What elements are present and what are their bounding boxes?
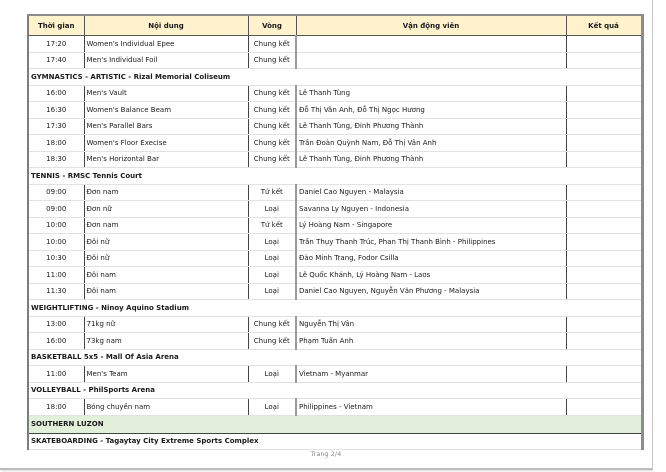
section-title: GYMNASTICS - ARTISTIC - Rizal Memorial Coliseum bbox=[28, 69, 642, 86]
cell-event: Đơn nam bbox=[84, 217, 248, 234]
cell-result bbox=[566, 201, 642, 218]
table-row bbox=[28, 399, 642, 416]
page-number: Trang 2/4 bbox=[310, 450, 342, 458]
cell-athletes: Trần Đoàn Quỳnh Nam, Đỗ Thị Vân Anh bbox=[296, 135, 566, 152]
cell-result bbox=[566, 36, 642, 53]
cell-result bbox=[566, 118, 642, 135]
cell-athletes: Savanna Ly Nguyen - Indonesia bbox=[296, 201, 566, 218]
cell-result bbox=[566, 250, 642, 267]
header-time: Thời gian bbox=[28, 15, 84, 36]
section-header-volleyball bbox=[28, 382, 642, 399]
header-athletes: Vận động viên bbox=[296, 15, 566, 36]
cell-round: Chung kết bbox=[248, 52, 296, 69]
table-row bbox=[28, 184, 642, 201]
cell-event: Đơn nữ bbox=[84, 201, 248, 218]
cell-athletes: Trần Thụy Thanh Trúc, Phan Thị Thanh Bình - Philippines bbox=[296, 234, 566, 251]
cell-event: 71kg nữ bbox=[84, 316, 248, 333]
table-row bbox=[28, 36, 642, 53]
cell-time: 18:00 bbox=[28, 399, 84, 416]
cell-event: Men's Horizontal Bar bbox=[84, 151, 248, 168]
cell-time: 09:00 bbox=[28, 184, 84, 201]
cell-time: 18:00 bbox=[28, 135, 84, 152]
region-header-southern-luzon bbox=[28, 415, 642, 433]
table-row bbox=[28, 217, 642, 234]
cell-time: 16:30 bbox=[28, 102, 84, 119]
cell-result bbox=[566, 316, 642, 333]
cell-athletes: Philippines - Vietnam bbox=[296, 399, 566, 416]
cell-event: Men's Vault bbox=[84, 85, 248, 102]
cell-result bbox=[566, 85, 642, 102]
table-row bbox=[28, 333, 642, 350]
section-header-skateboarding bbox=[28, 433, 642, 450]
cell-time: 16:00 bbox=[28, 85, 84, 102]
page-background bbox=[653, 0, 666, 472]
cell-athletes: Daniel Cao Nguyen, Nguyễn Văn Phương - Malaysia bbox=[296, 283, 566, 300]
cell-round: Chung kết bbox=[248, 333, 296, 350]
table-row bbox=[28, 52, 642, 69]
cell-event: Women's Individual Epee bbox=[84, 36, 248, 53]
cell-time: 11:00 bbox=[28, 366, 84, 383]
table-row bbox=[28, 234, 642, 251]
cell-result bbox=[566, 399, 642, 416]
cell-result bbox=[566, 234, 642, 251]
table-row bbox=[28, 151, 642, 168]
section-title: VOLLEYBALL - PhilSports Arena bbox=[28, 382, 642, 399]
section-header-weightlifting bbox=[28, 300, 642, 317]
cell-result bbox=[566, 283, 642, 300]
section-title: TENNIS - RMSC Tennis Court bbox=[28, 168, 642, 185]
table-row bbox=[28, 250, 642, 267]
cell-event: Men's Individual Foil bbox=[84, 52, 248, 69]
cell-athletes bbox=[296, 36, 566, 53]
table-header-row bbox=[28, 15, 642, 36]
header-round: Vòng bbox=[248, 15, 296, 36]
cell-athletes: Daniel Cao Nguyen - Malaysia bbox=[296, 184, 566, 201]
cell-result bbox=[566, 267, 642, 284]
cell-round: Loại bbox=[248, 366, 296, 383]
cell-athletes: Phạm Tuấn Anh bbox=[296, 333, 566, 350]
table-row bbox=[28, 118, 642, 135]
cell-event: Men's Team bbox=[84, 366, 248, 383]
cell-result bbox=[566, 102, 642, 119]
section-title: SKATEBOARDING - Tagaytay City Extreme Sports Complex bbox=[28, 433, 642, 450]
cell-result bbox=[566, 135, 642, 152]
section-header-tennis bbox=[28, 168, 642, 185]
table-row bbox=[28, 366, 642, 383]
table-row bbox=[28, 85, 642, 102]
cell-athletes: Lê Thanh Tùng bbox=[296, 85, 566, 102]
table-row bbox=[28, 267, 642, 284]
cell-time: 11:30 bbox=[28, 283, 84, 300]
cell-time: 11:00 bbox=[28, 267, 84, 284]
cell-event: Đôi nữ bbox=[84, 250, 248, 267]
cell-event: 73kg nam bbox=[84, 333, 248, 350]
table-row bbox=[28, 316, 642, 333]
cell-round: Chung kết bbox=[248, 85, 296, 102]
cell-athletes: Nguyễn Thị Vân bbox=[296, 316, 566, 333]
section-title: WEIGHTLIFTING - Ninoy Aquino Stadium bbox=[28, 300, 642, 317]
cell-time: 17:40 bbox=[28, 52, 84, 69]
header-event: Nội dung bbox=[84, 15, 248, 36]
cell-event: Đôi nữ bbox=[84, 234, 248, 251]
cell-athletes: Lê Thanh Tùng, Đinh Phương Thành bbox=[296, 118, 566, 135]
schedule-table bbox=[27, 14, 644, 450]
cell-round: Loại bbox=[248, 250, 296, 267]
cell-event: Women's Floor Execise bbox=[84, 135, 248, 152]
section-header-gymnastics bbox=[28, 69, 642, 86]
cell-time: 10:00 bbox=[28, 234, 84, 251]
header-result: Kết quả bbox=[566, 15, 642, 36]
cell-athletes: Lê Quốc Khánh, Lý Hoàng Nam - Laos bbox=[296, 267, 566, 284]
cell-result bbox=[566, 366, 642, 383]
table-row bbox=[28, 283, 642, 300]
cell-time: 13:00 bbox=[28, 316, 84, 333]
cell-round: Chung kết bbox=[248, 118, 296, 135]
cell-event: Men's Parallel Bars bbox=[84, 118, 248, 135]
cell-result bbox=[566, 217, 642, 234]
cell-time: 16:00 bbox=[28, 333, 84, 350]
table-row bbox=[28, 201, 642, 218]
cell-event: Đơn nam bbox=[84, 184, 248, 201]
cell-event: Women's Balance Beam bbox=[84, 102, 248, 119]
cell-round: Loại bbox=[248, 201, 296, 218]
cell-round: Chung kết bbox=[248, 102, 296, 119]
section-title: BASKETBALL 5x5 - Mall Of Asia Arena bbox=[28, 349, 642, 366]
cell-athletes: Lê Thanh Tùng, Đinh Phương Thành bbox=[296, 151, 566, 168]
cell-result bbox=[566, 184, 642, 201]
table-row bbox=[28, 135, 642, 152]
cell-round: Loại bbox=[248, 399, 296, 416]
cell-result bbox=[566, 52, 642, 69]
cell-athletes bbox=[296, 52, 566, 69]
cell-athletes: Lý Hoàng Nam - Singapore bbox=[296, 217, 566, 234]
cell-round: Tứ kết bbox=[248, 217, 296, 234]
cell-event: Bóng chuyền nam bbox=[84, 399, 248, 416]
cell-round: Chung kết bbox=[248, 135, 296, 152]
cell-round: Loại bbox=[248, 283, 296, 300]
cell-time: 17:30 bbox=[28, 118, 84, 135]
cell-time: 17:20 bbox=[28, 36, 84, 53]
cell-time: 09:00 bbox=[28, 201, 84, 218]
cell-event: Đôi nam bbox=[84, 283, 248, 300]
cell-time: 18:30 bbox=[28, 151, 84, 168]
cell-athletes: Đỗ Thị Vân Anh, Đỗ Thị Ngọc Hương bbox=[296, 102, 566, 119]
cell-round: Chung kết bbox=[248, 151, 296, 168]
cell-athletes: Đào Minh Trang, Fodor Csilla bbox=[296, 250, 566, 267]
cell-event: Đôi nam bbox=[84, 267, 248, 284]
cell-round: Loại bbox=[248, 234, 296, 251]
cell-round: Tứ kết bbox=[248, 184, 296, 201]
region-title: SOUTHERN LUZON bbox=[28, 415, 642, 433]
cell-time: 10:30 bbox=[28, 250, 84, 267]
table-row bbox=[28, 102, 642, 119]
cell-round: Chung kết bbox=[248, 316, 296, 333]
cell-time: 10:00 bbox=[28, 217, 84, 234]
cell-round: Chung kết bbox=[248, 36, 296, 53]
section-header-basketball bbox=[28, 349, 642, 366]
cell-round: Loại bbox=[248, 267, 296, 284]
cell-result bbox=[566, 151, 642, 168]
cell-result bbox=[566, 333, 642, 350]
cell-athletes: Vietnam - Myanmar bbox=[296, 366, 566, 383]
